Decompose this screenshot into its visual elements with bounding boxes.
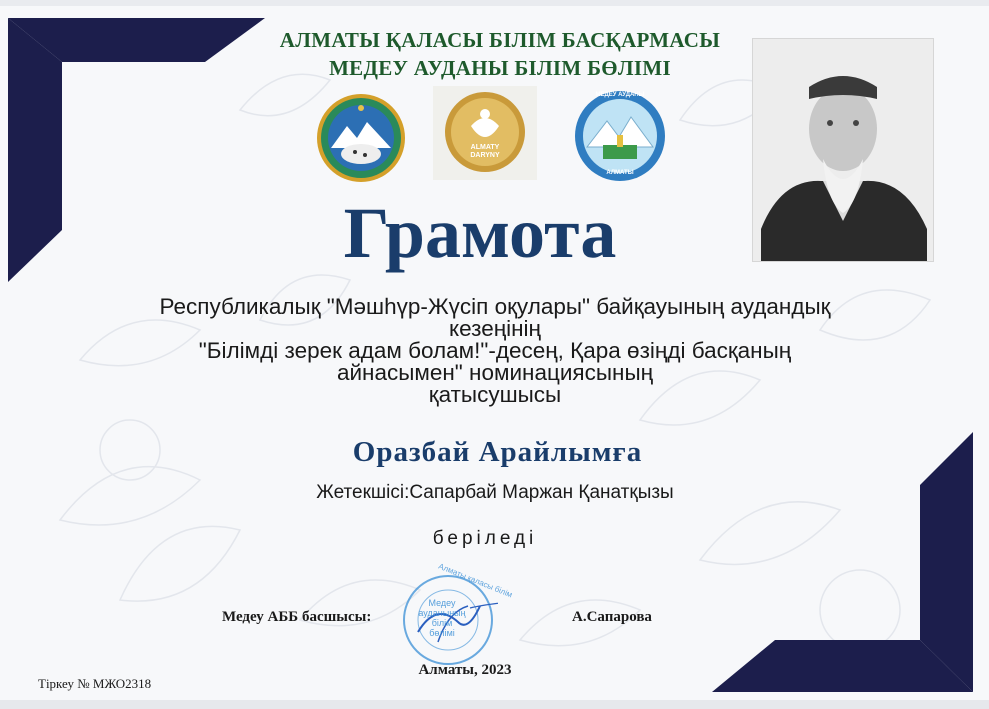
award-description (20, 296, 970, 406)
daryny-text-2: DARYNY (470, 152, 500, 159)
stamp-line-3: білім (431, 618, 453, 628)
portrait-icon (753, 39, 933, 261)
description-line-5: қатысушысы (428, 382, 562, 407)
header-line-2: МЕДЕУ АУДАНЫ БІЛІМ БӨЛІМІ (329, 56, 671, 80)
daryny-emblem-icon (433, 86, 537, 180)
description-line-3: "Білімді зерек адам болам!"-десең, Қара өзіңді басқаның (198, 338, 792, 363)
stamp-line-4: бөлімі (429, 628, 455, 638)
medeu-text-top: МЕДЕУ АУДАНЫ (595, 92, 645, 98)
stamp-line-2: ауданының (418, 608, 466, 618)
stamp-ring-text: Алматы қаласы білім (437, 561, 514, 600)
daryny-text-1: ALMATY (470, 144, 500, 151)
awarded-text: беріледі (432, 528, 538, 549)
medeu-text-bottom: АЛМАТЫ (606, 170, 634, 176)
almaty-emblem-icon (315, 92, 407, 184)
medeu-logo (573, 89, 667, 183)
stamp-line-1: Медеу (428, 598, 456, 608)
registration-number: Тіркеу № МЖО2318 (38, 676, 152, 691)
signatory-name: А.Сапарова (572, 609, 652, 625)
recipient-name: Оразбай Арайлымға (352, 436, 643, 468)
description-line-2: кезеңінің (449, 316, 541, 341)
description-line-1: Республикалық "Мәшһүр-Жүсіп оқулары" байқауының аудандық (159, 294, 831, 319)
portrait-photo (752, 38, 934, 262)
certificate-title: Грамота (343, 193, 617, 273)
medeu-emblem-icon (573, 89, 667, 183)
city-year: Алматы, 2023 (418, 662, 512, 678)
signature-position: Медеу АББ басшысы: (222, 609, 372, 625)
description-line-4: айнасымен" номинациясының (336, 360, 654, 385)
header-line-1: АЛМАТЫ ҚАЛАСЫ БІЛІМ БАСҚАРМАСЫ (279, 28, 721, 52)
supervisor-line: Жетекшісі:Сапарбай Маржан Қанатқызы (316, 482, 674, 503)
almaty-daryny-logo (433, 86, 537, 180)
